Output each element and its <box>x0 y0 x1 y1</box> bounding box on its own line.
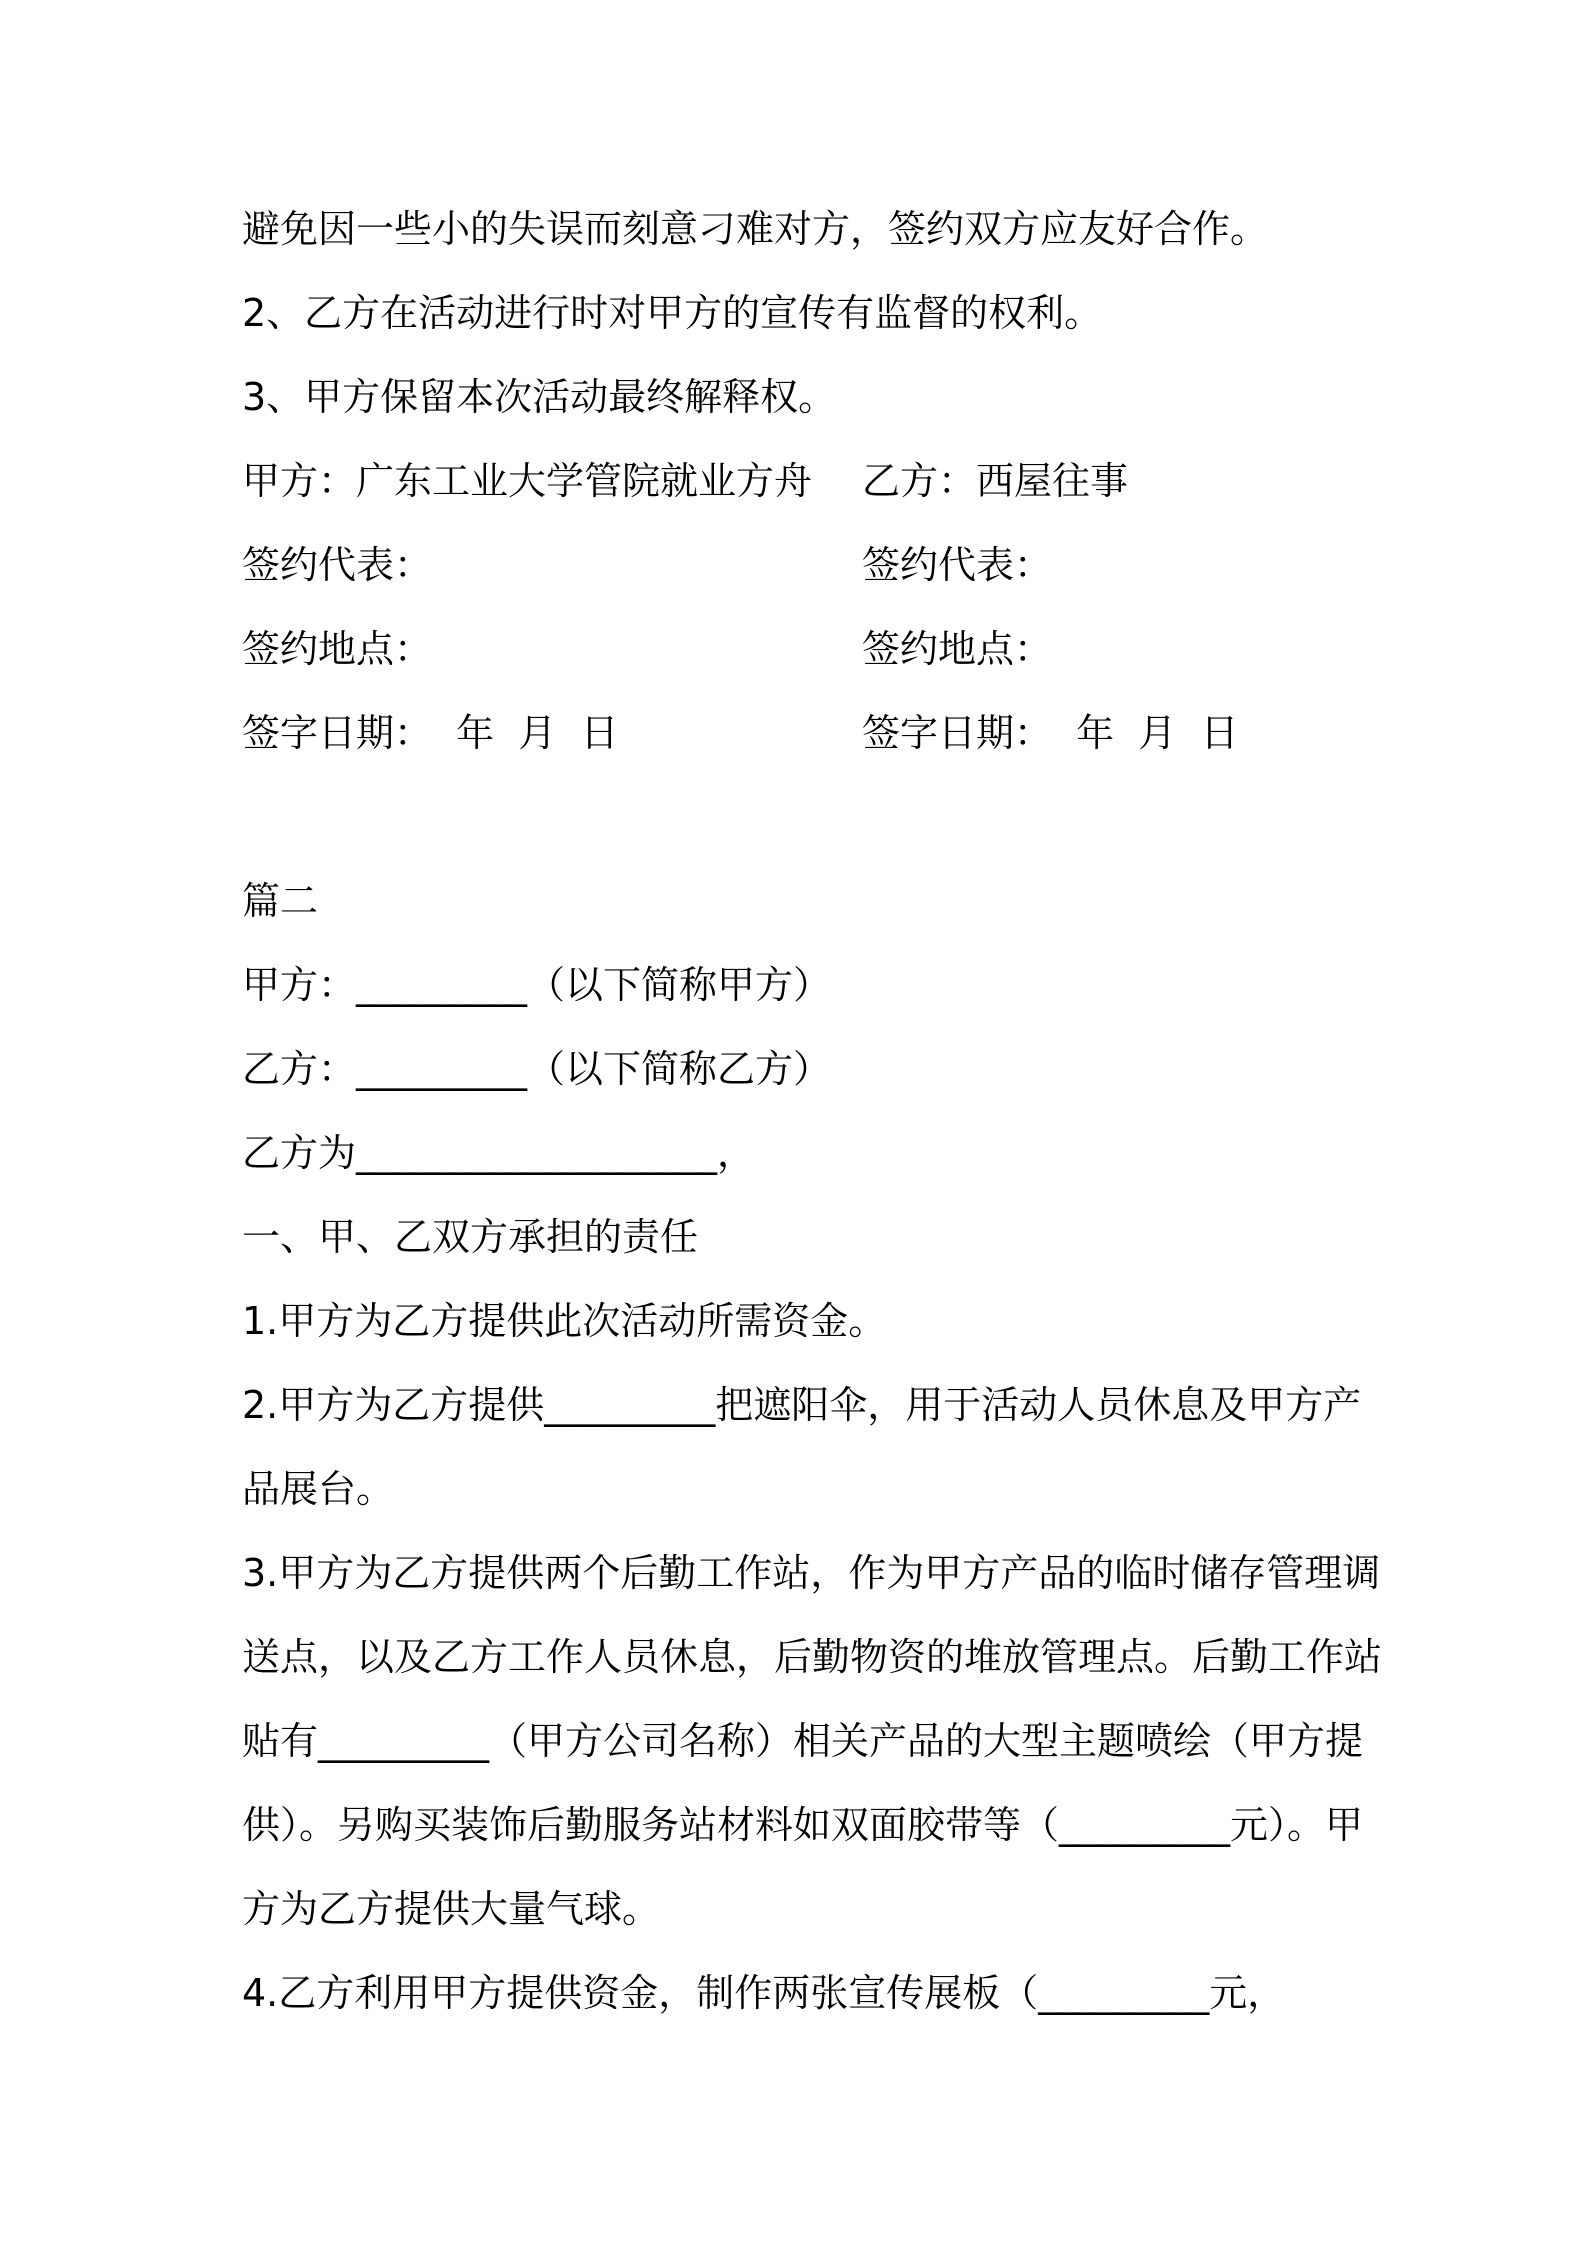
responsibility-4-line-1: 4.乙方利用甲方提供资金，制作两张宣传展板（_________元， <box>242 1971 1286 2015</box>
section-title: 篇二 <box>242 879 319 923</box>
clause-3: 3、甲方保留本次活动最终解释权。 <box>242 375 837 419</box>
party-b-sign-date: 签字日期： 年 月 日 <box>862 711 1239 755</box>
party-a-sign-place: 签约地点： <box>242 627 433 671</box>
party-b-line: 乙方：_________（以下简称乙方） <box>242 1047 832 1091</box>
signature-row-representative <box>242 523 1362 607</box>
heading-responsibilities: 一、甲、乙双方承担的责任 <box>242 1215 699 1259</box>
party-a-sign-date: 签字日期： 年 月 日 <box>242 711 619 755</box>
party-a-name: 甲方：广东工业大学管院就业方舟 <box>242 459 813 503</box>
paragraph-line: 避免因一些小的失误而刻意刁难对方，签约双方应友好合作。 <box>242 207 1269 251</box>
responsibility-2-line-2: 品展台。 <box>242 1467 395 1511</box>
party-b-sign-place: 签约地点： <box>862 627 1053 671</box>
section-spacer <box>242 775 1362 859</box>
clause-2: 2、乙方在活动进行时对甲方的宣传有监督的权利。 <box>242 291 1103 335</box>
signature-row-place <box>242 607 1362 691</box>
document-body <box>242 187 1383 2035</box>
responsibility-2-line-1: 2.甲方为乙方提供_________把遮阳伞，用于活动人员休息及甲方产 <box>242 1383 1362 1427</box>
signature-row-date <box>242 691 1362 775</box>
party-b-description: 乙方为___________________， <box>242 1131 756 1175</box>
responsibility-1: 1.甲方为乙方提供此次活动所需资金。 <box>242 1299 887 1343</box>
signature-row-parties <box>242 439 1362 523</box>
party-b-name: 乙方：西屋往事 <box>862 459 1129 503</box>
party-a-line: 甲方：_________（以下简称甲方） <box>242 963 832 1007</box>
responsibility-3-line-1: 3.甲方为乙方提供两个后勤工作站，作为甲方产品的临时储存管理调 <box>242 1551 1381 1595</box>
responsibility-3-line-4: 供）。另购买装饰后勤服务站材料如双面胶带等（_________元）。甲 <box>242 1803 1364 1847</box>
responsibility-3-line-3: 贴有_________（甲方公司名称）相关产品的大型主题喷绘（甲方提 <box>242 1719 1364 1763</box>
party-b-representative: 签约代表： <box>862 543 1053 587</box>
party-a-representative: 签约代表： <box>242 543 433 587</box>
responsibility-3-line-5: 方为乙方提供大量气球。 <box>242 1887 661 1931</box>
responsibility-3-line-2: 送点，以及乙方工作人员休息，后勤物资的堆放管理点。后勤工作站 <box>242 1635 1383 1679</box>
